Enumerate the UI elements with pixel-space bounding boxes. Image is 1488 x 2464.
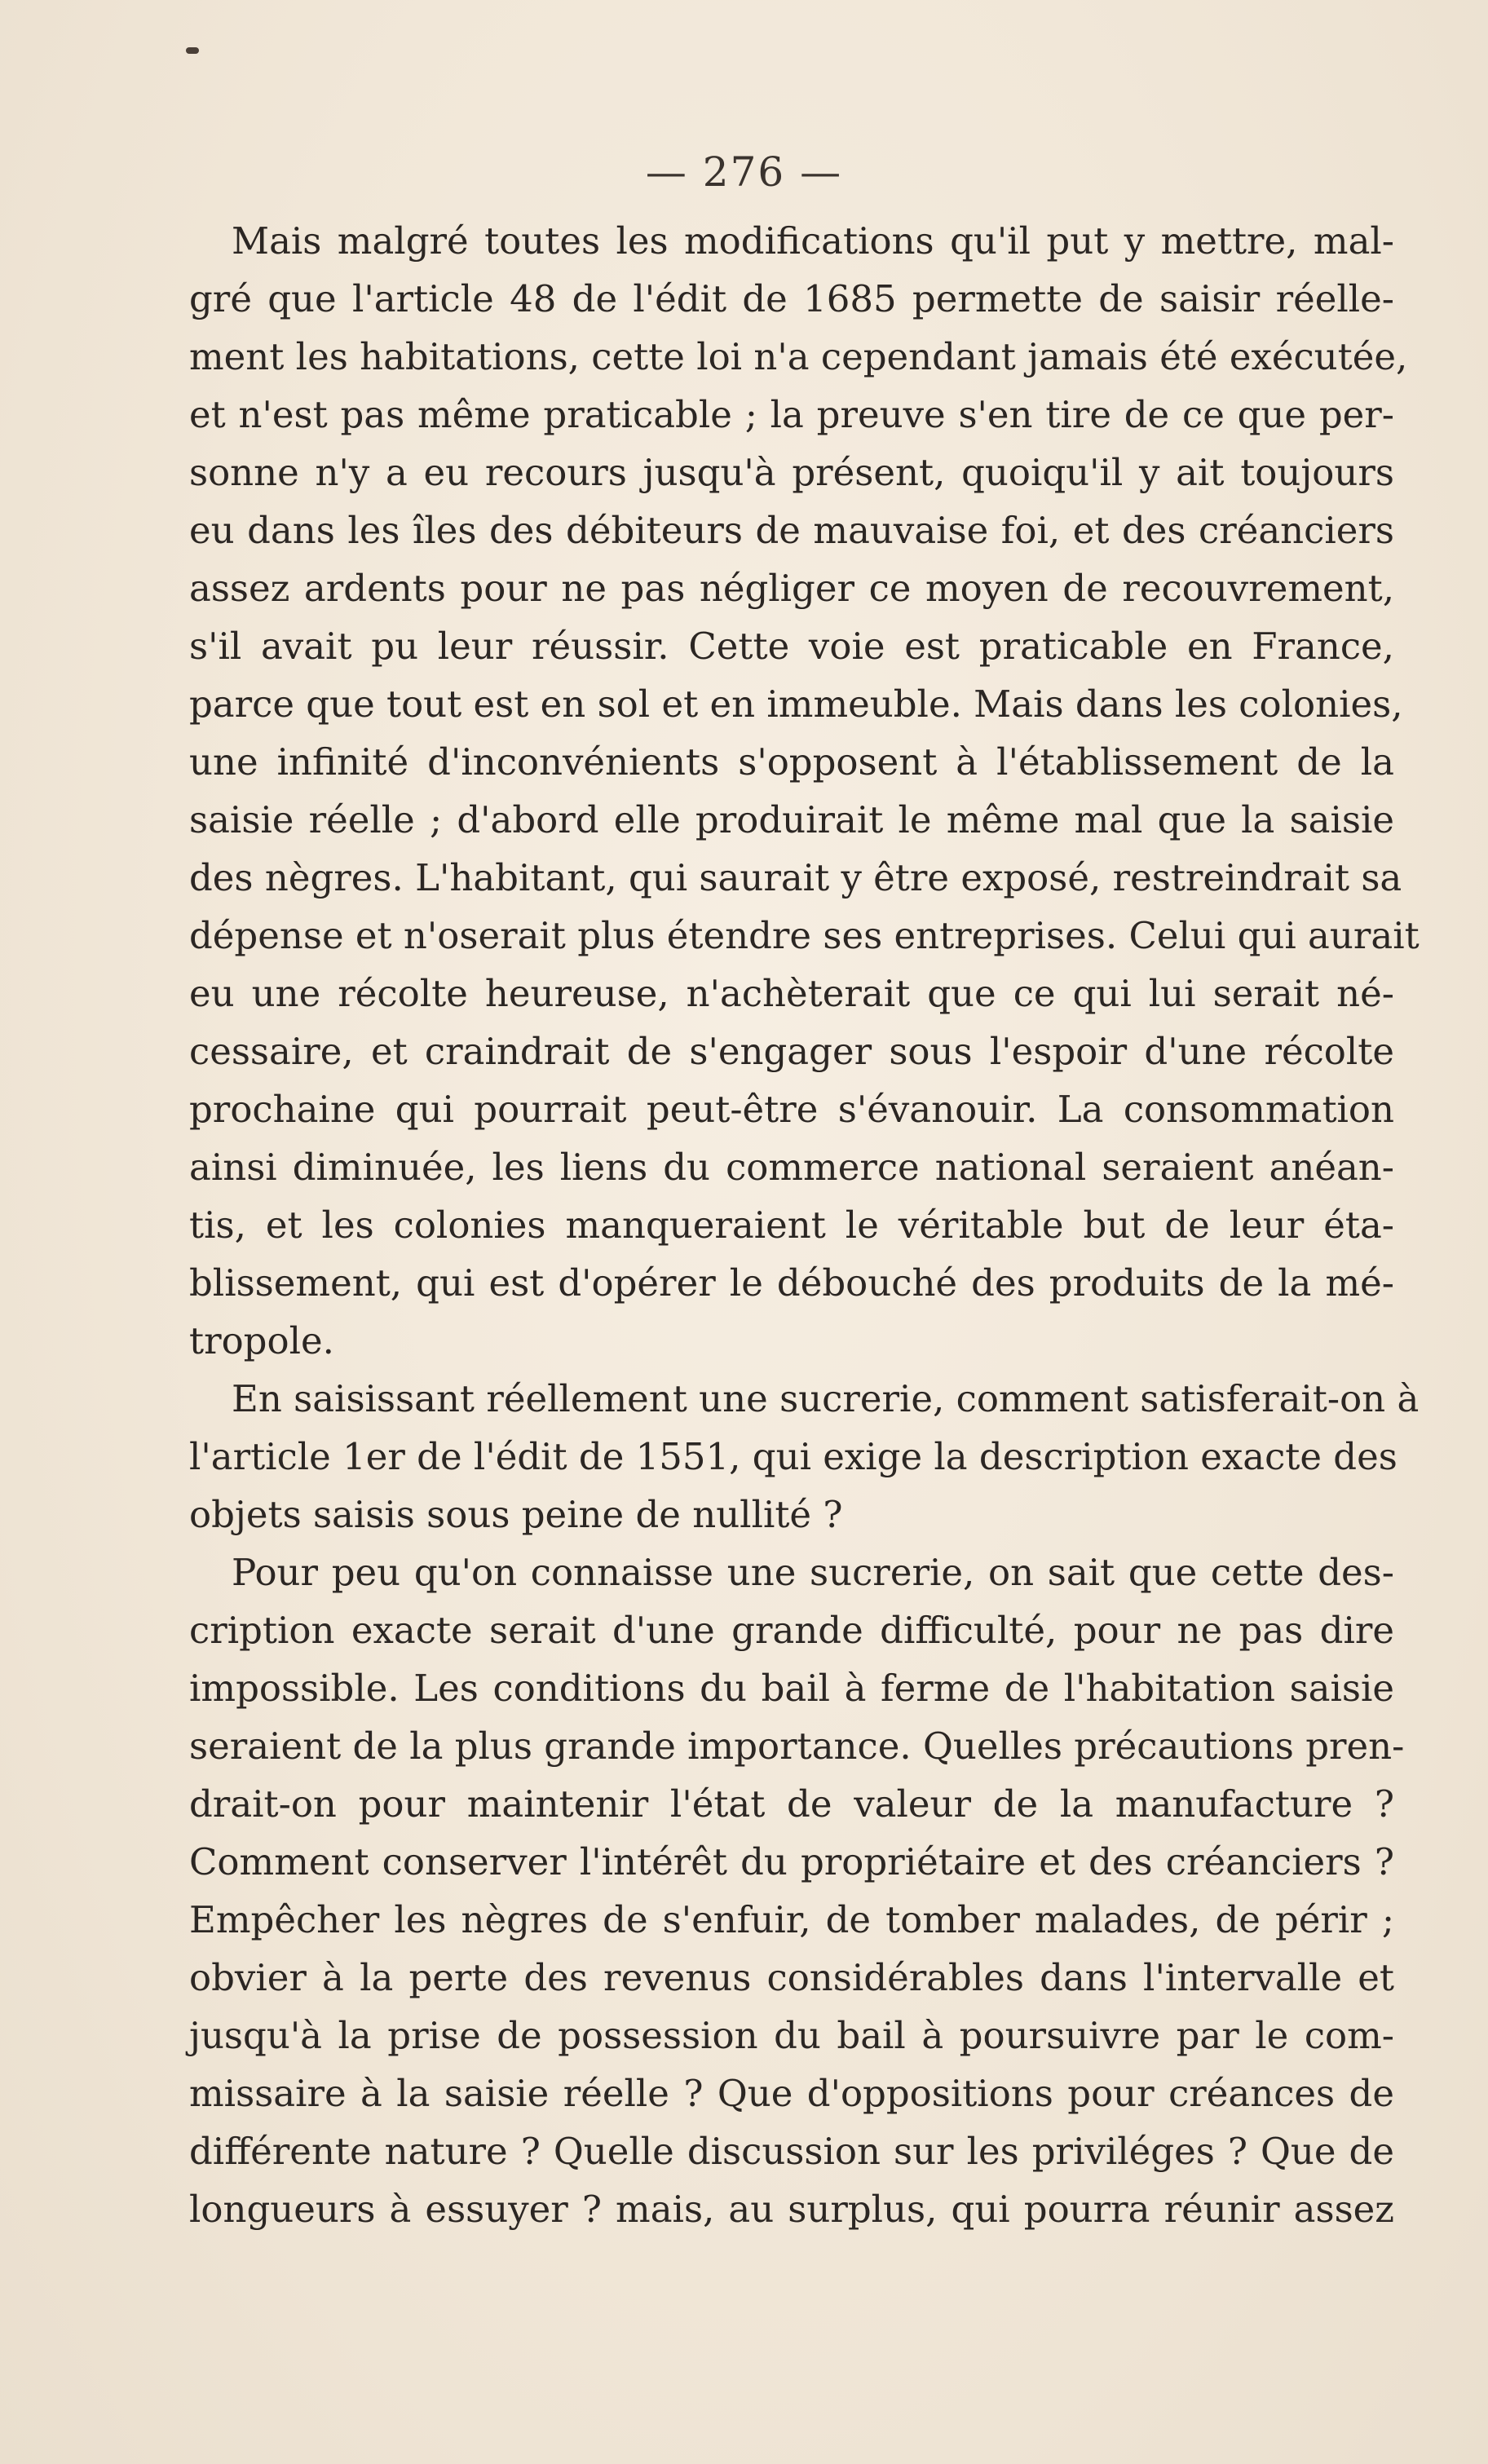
text-line: En saisissant réellement une sucrerie, comment satisferait-on à bbox=[232, 1377, 1420, 1420]
text-line: gré que l'article 48 de l'édit de 1685 permette de saisir réelle- bbox=[189, 277, 1394, 320]
text-line: parce que tout est en sol et en immeuble. Mais dans les colonies, bbox=[189, 682, 1403, 726]
text-line: saisie réelle ; d'abord elle produirait le même mal que la saisie bbox=[189, 798, 1394, 841]
ink-speck bbox=[186, 47, 199, 54]
text-line: Comment conserver l'intérêt du propriétaire et des créanciers ? bbox=[189, 1840, 1394, 1883]
text-line: Empêcher les nègres de s'enfuir, de tomber malades, de périr ; bbox=[189, 1898, 1394, 1941]
text-line: eu dans les îles des débiteurs de mauvaise foi, et des créanciers bbox=[189, 509, 1394, 552]
text-line: tis, et les colonies manqueraient le véritable but de leur éta- bbox=[189, 1203, 1394, 1247]
text-line: objets saisis sous peine de nullité ? bbox=[189, 1493, 843, 1536]
text-line: assez ardents pour ne pas négliger ce moyen de recouvrement, bbox=[189, 567, 1394, 610]
text-line: eu une récolte heureuse, n'achèterait que ce qui lui serait né- bbox=[189, 972, 1394, 1015]
body-text bbox=[189, 212, 1420, 2238]
text-line: jusqu'à la prise de possession du bail à poursuivre par le com- bbox=[189, 2014, 1394, 2057]
text-line: des nègres. L'habitant, qui saurait y être exposé, restreindrait sa bbox=[189, 856, 1402, 899]
text-line: cessaire, et craindrait de s'engager sous l'espoir d'une récolte bbox=[189, 1030, 1394, 1073]
text-line: cription exacte serait d'une grande difficulté, pour ne pas dire bbox=[189, 1609, 1394, 1652]
text-line: différente nature ? Quelle discussion sur les priviléges ? Que de bbox=[189, 2130, 1394, 2173]
text-line: blissement, qui est d'opérer le débouché des produits de la mé- bbox=[189, 1261, 1394, 1305]
text-line: et n'est pas même praticable ; la preuve s'en tire de ce que per- bbox=[189, 393, 1394, 436]
text-line: drait-on pour maintenir l'état de valeur de la manufacture ? bbox=[189, 1782, 1394, 1826]
text-line: l'article 1er de l'édit de 1551, qui exige la description exacte des bbox=[189, 1435, 1397, 1478]
text-line: sonne n'y a eu recours jusqu'à présent, quoiqu'il y ait toujours bbox=[189, 451, 1394, 494]
text-line: impossible. Les conditions du bail à ferme de l'habitation saisie bbox=[189, 1667, 1394, 1710]
text-line: Mais malgré toutes les modifications qu'il put y mettre, mal- bbox=[232, 219, 1394, 263]
text-line: longueurs à essuyer ? mais, au surplus, qui pourra réunir assez bbox=[189, 2188, 1394, 2231]
text-line: ment les habitations, cette loi n'a cependant jamais été exécutée, bbox=[189, 335, 1408, 378]
text-line: obvier à la perte des revenus considérables dans l'intervalle et bbox=[189, 1956, 1394, 1999]
text-line: tropole. bbox=[189, 1319, 334, 1362]
page-number: — 276 — bbox=[645, 148, 843, 196]
text-line: prochaine qui pourrait peut-être s'évanouir. La consommation bbox=[189, 1088, 1394, 1131]
text-line: dépense et n'oserait plus étendre ses entreprises. Celui qui aurait bbox=[189, 914, 1420, 957]
text-line: seraient de la plus grande importance. Quelles précautions pren- bbox=[189, 1724, 1405, 1768]
text-line: une infinité d'inconvénients s'opposent à l'établissement de la bbox=[189, 740, 1394, 784]
text-line: s'il avait pu leur réussir. Cette voie est praticable en France, bbox=[189, 625, 1394, 668]
text-line: ainsi diminuée, les liens du commerce national seraient anéan- bbox=[189, 1146, 1394, 1189]
text-line: Pour peu qu'on connaisse une sucrerie, on sait que cette des- bbox=[232, 1551, 1394, 1594]
text-line: missaire à la saisie réelle ? Que d'oppositions pour créances de bbox=[189, 2072, 1394, 2115]
